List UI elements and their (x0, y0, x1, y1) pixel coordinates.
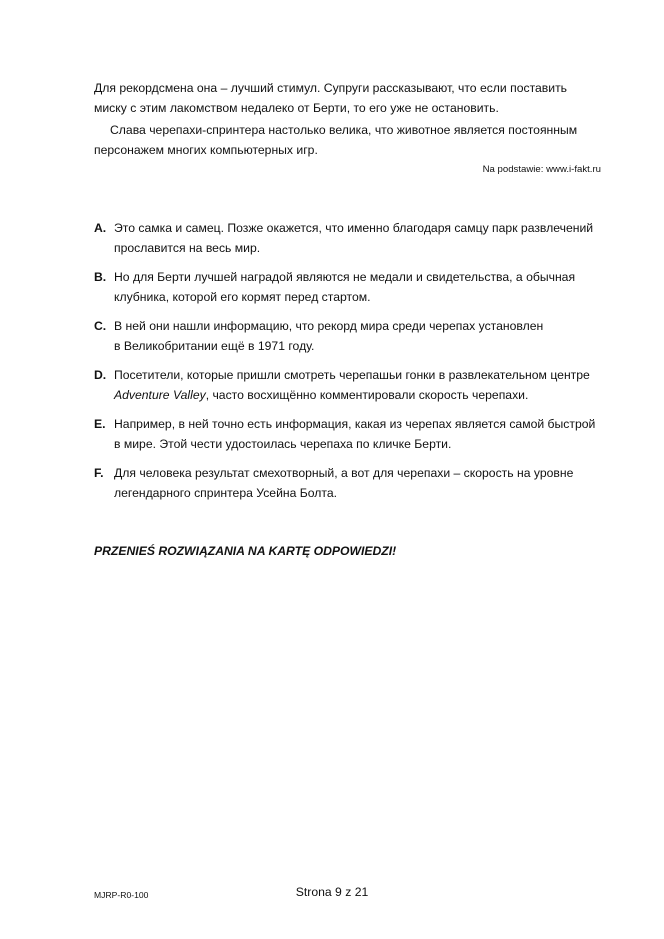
option-line: в мире. Этой чести удостоилась черепаха по кличке Берти. (114, 437, 452, 451)
option-d (94, 365, 614, 405)
option-line: Например, в ней точно есть информация, какая из черепах является самой быстрой (114, 417, 596, 431)
option-line: Но для Берти лучшей наградой являются не медали и свидетельства, а обычная (114, 270, 576, 284)
option-line (114, 385, 614, 405)
passage-paragraph-2 (94, 120, 614, 160)
answer-options-list (94, 218, 614, 512)
option-line: прославится на весь мир. (114, 241, 261, 255)
transfer-answers-instruction: PRZENIEŚ ROZWIĄZANIA NA KARTĘ ODPOWIEDZI! (94, 544, 397, 558)
option-text (114, 218, 614, 258)
option-b (94, 267, 614, 307)
option-letter: D. (94, 368, 107, 382)
passage-paragraph-1 (94, 78, 614, 118)
option-text (114, 365, 614, 405)
option-letter: C. (94, 319, 107, 333)
option-c (94, 316, 614, 356)
option-line: Это самка и самец. Позже окажется, что именно благодаря самцу парк развлечений (114, 221, 594, 235)
option-line: Для человека результат смехотворный, а вот для черепахи – скорость на уровне (114, 466, 574, 480)
option-line: клубника, которой его кормят перед стартом. (114, 290, 371, 304)
source-citation: Na podstawie: www.i-fakt.ru (482, 164, 601, 175)
passage-line: Слава черепахи-спринтера настолько велика, что животное является постоянным (110, 123, 578, 137)
option-text (114, 267, 614, 307)
option-e (94, 414, 614, 454)
option-text (114, 316, 614, 356)
option-letter: F. (94, 466, 104, 480)
exam-code: MJRP-R0-100 (94, 890, 149, 900)
place-name: Adventure Valley (114, 388, 206, 402)
option-a (94, 218, 614, 258)
passage-line: Для рекордсмена она – лучший стимул. Супруги рассказывают, что если поставить (94, 81, 568, 95)
page-number: Strona 9 z 21 (295, 885, 369, 899)
option-line: в Великобритании ещё в 1971 году. (114, 339, 315, 353)
option-letter: A. (94, 221, 107, 235)
option-text (114, 414, 614, 454)
option-letter: E. (94, 417, 106, 431)
option-letter: B. (94, 270, 107, 284)
option-line: Посетители, которые пришли смотреть черепашьи гонки в развлекательном центре (114, 368, 590, 382)
passage-line: персонажем многих компьютерных игр. (94, 143, 318, 157)
option-f (94, 463, 614, 503)
option-line: В ней они нашли информацию, что рекорд мира среди черепах установлен (114, 319, 544, 333)
option-text (114, 463, 614, 503)
option-line: легендарного спринтера Усейна Болта. (114, 486, 337, 500)
passage-line: миску с этим лакомством недалеко от Берти, то его уже не остановить. (94, 101, 499, 115)
option-line-rest: , часто восхищённо комментировали скорость черепахи. (205, 388, 529, 402)
